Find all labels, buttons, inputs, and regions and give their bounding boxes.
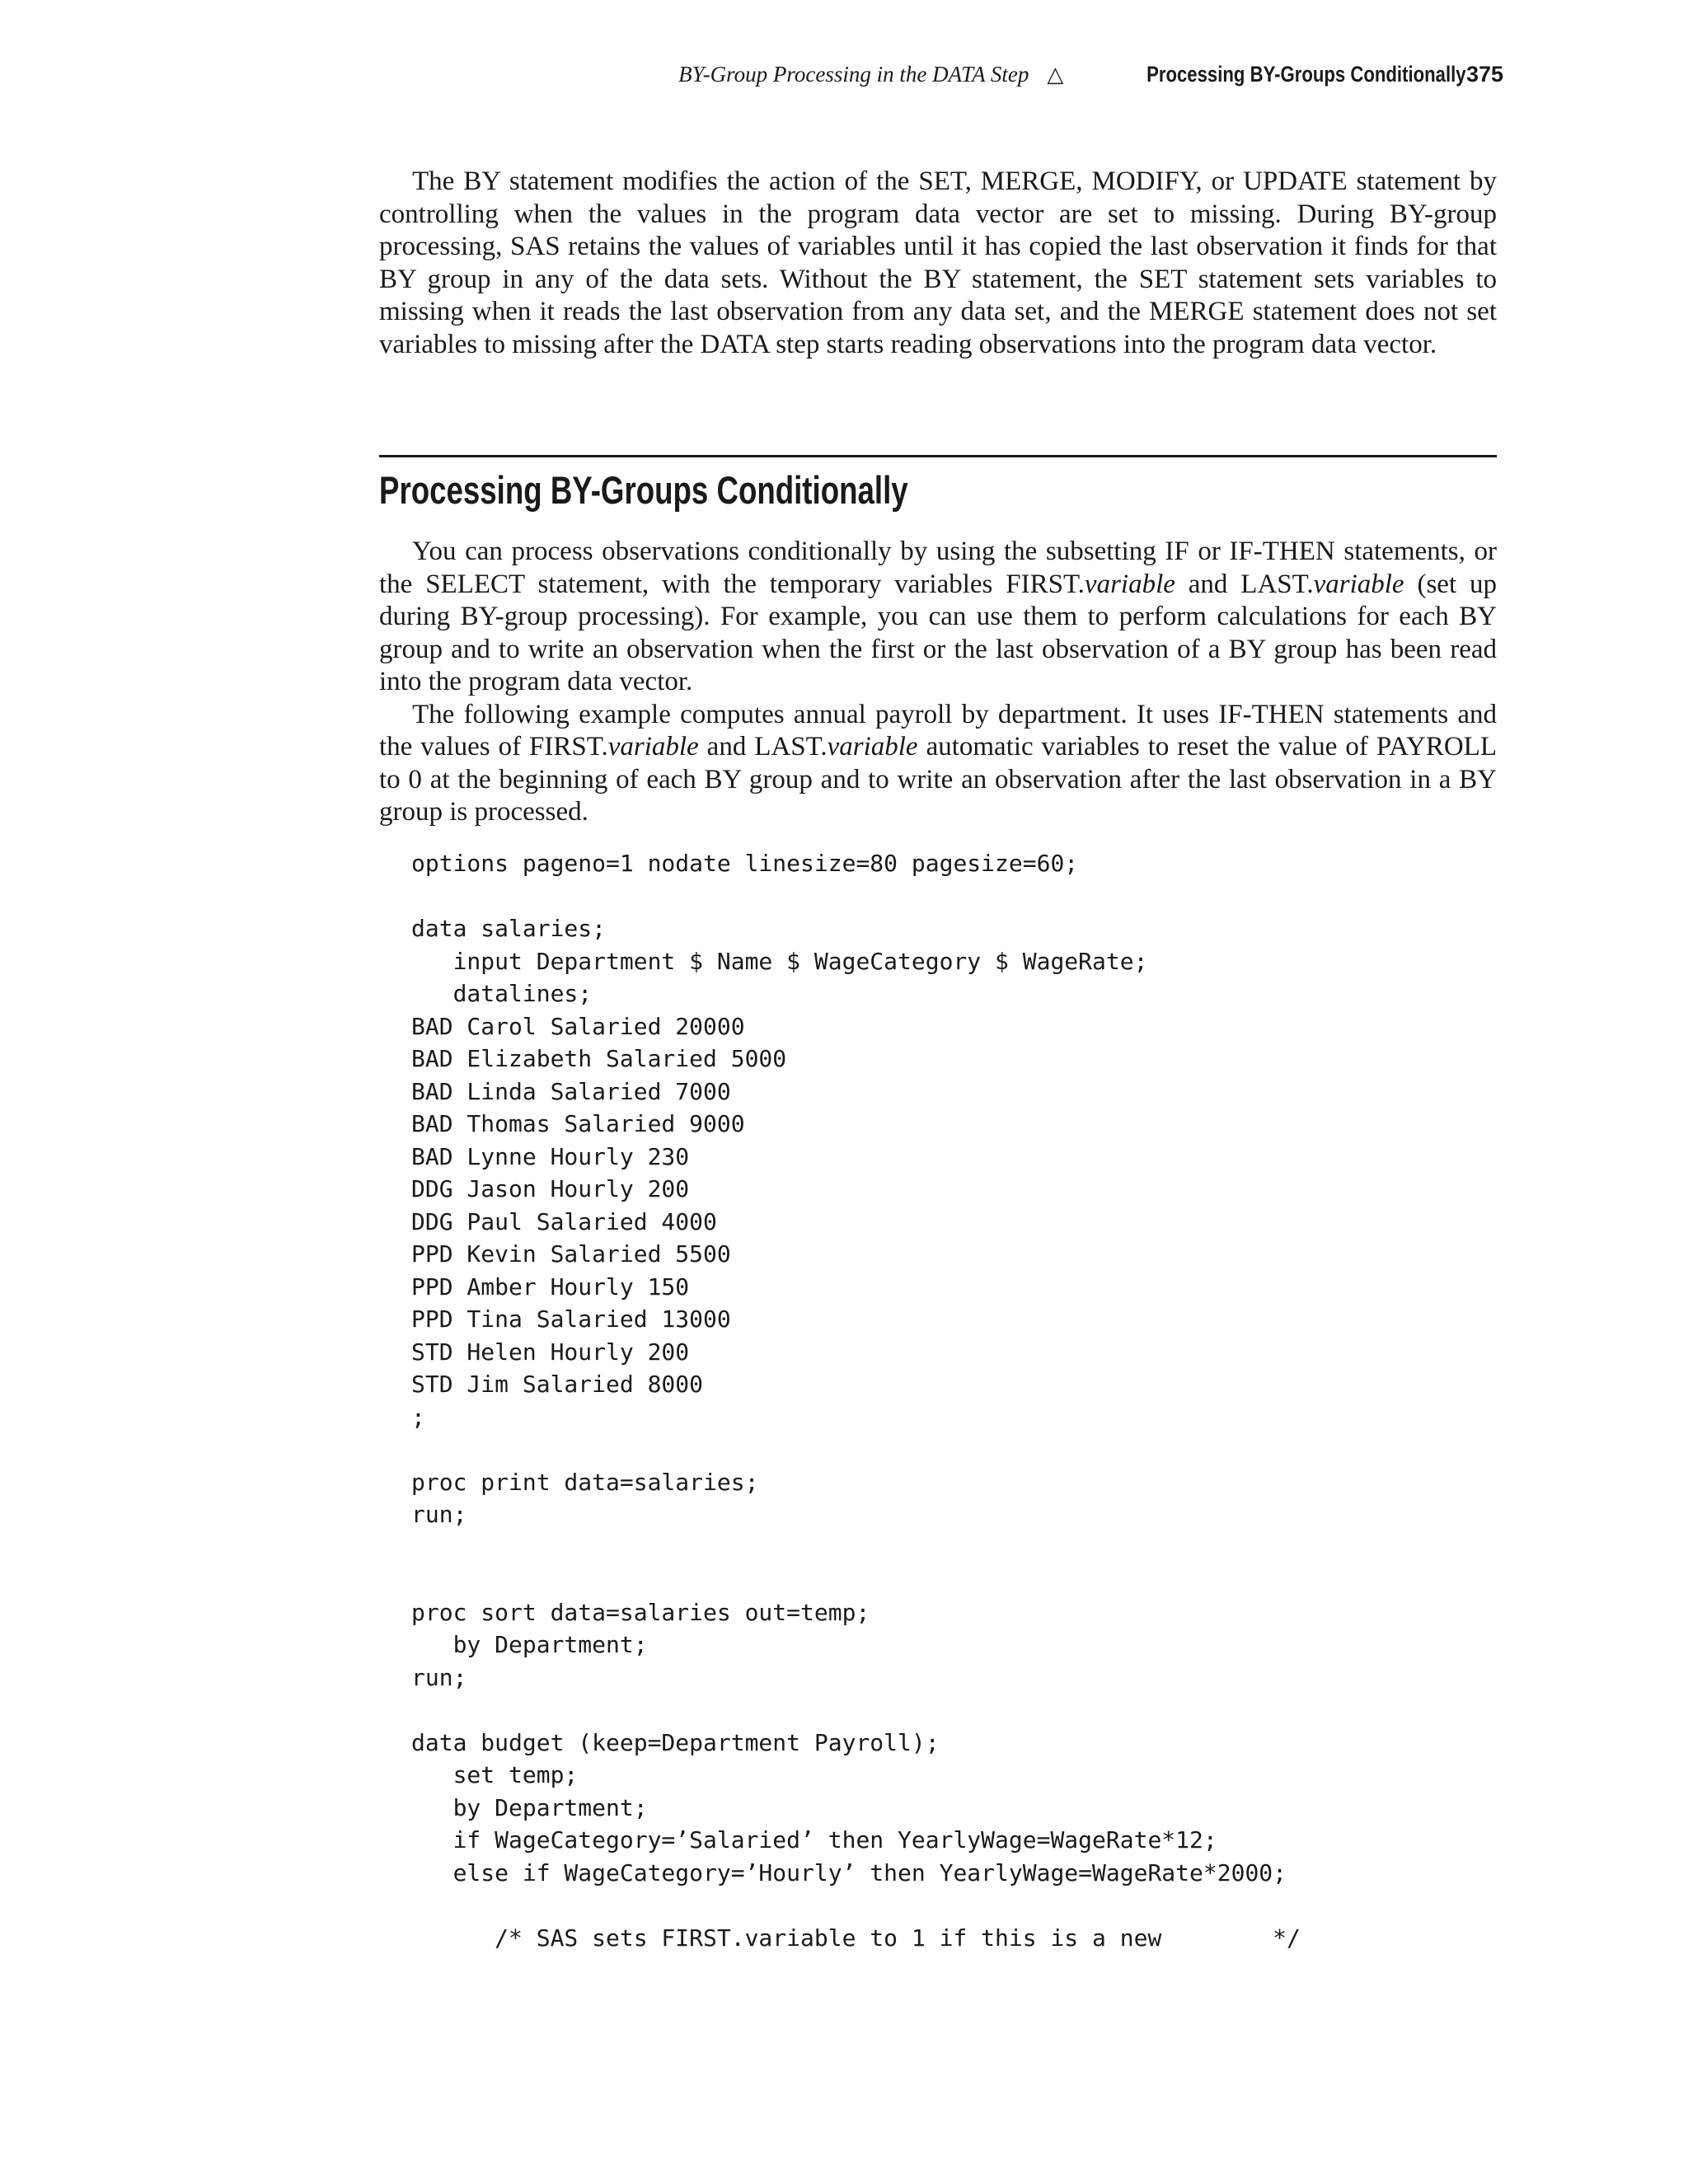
intro-paragraph: The BY statement modifies the action of the SET, MERGE, MODIFY, or UPDATE statement by controlling when the values in the program data vector are set to missing. During BY-group processing, SAS retains the values of variables until it has copied the last observation it finds for that BY group in any of the data sets. Without the BY statement, the SET statement sets variables to missing when it reads the last observation from any data set, and the MERGE statement does not set variables to missing after the DATA step starts reading observations into the program data vector. [379, 166, 1497, 359]
triangle-separator-icon: △ [1047, 63, 1064, 87]
section-paragraph-2 [379, 699, 1497, 829]
section-divider [379, 455, 1497, 457]
running-head-chapter-title: BY-Group Processing in the DATA Step [678, 62, 1029, 87]
section-paragraph-1 [379, 536, 1497, 699]
paragraph-text: and LAST. [1175, 569, 1314, 599]
paragraph-text: and LAST. [698, 732, 828, 762]
running-head-section-title: Processing BY-Groups Conditionally [1146, 62, 1466, 87]
paragraph-text: (set up during BY-group processing). For example, you can use them to perform calculations for each BY group and to write an observation when the first or the last observation of a BY group has been read into the program data vector. [379, 569, 1497, 696]
code-listing: options pageno=1 nodate linesize=80 pagesize=60; data salaries; input Department $ Name $ WageCategory $ WageRate; datalines; BAD Carol Salaried 20000 BAD Elizabeth Salaried 5000 BAD Linda Salaried 7000 BAD Thomas Salaried 9000 BAD Lynne Hourly 230 DDG Jason Hourly 200 DDG Paul Salaried 4000 PPD Kevin Salaried 5500 PPD Amber Hourly 150 PPD Tina Salaried 13000 STD Helen Hourly 200 STD Jim Salaried 8000 ; proc print data=salaries; run; proc sort data=salaries out=temp; by Department; run; data budget (keep=Department Payroll); set temp; by Department; if WageCategory=’Salaried’ then YearlyWage=WageRate*12; else if WageCategory=’Hourly’ then YearlyWage=WageRate*2000; /* SAS sets FIRST.variable to 1 if this is a new */ [411, 850, 1301, 1952]
italic-term: variable [607, 732, 699, 762]
paragraph-text: The following example computes annual payroll by department. It uses IF-THEN statements and the values of FIRST. [379, 699, 1497, 762]
paragraph-text: automatic variables to reset the value of PAYROLL to 0 at the beginning of each BY group and to write an observation after the last observation in a BY group is processed. [379, 732, 1497, 827]
section-body [379, 536, 1497, 829]
section-heading: Processing BY-Groups Conditionally [379, 468, 908, 512]
italic-term: variable [1084, 569, 1175, 599]
italic-term: variable [1313, 569, 1404, 599]
running-head [0, 58, 1503, 91]
page-number: 375 [1465, 62, 1503, 87]
intro-text [379, 166, 1497, 361]
italic-term: variable [827, 732, 918, 762]
paragraph-text: You can process observations conditionally by using the subsetting IF or IF-THEN statements, or the SELECT statement, with the temporary variables FIRST. [379, 537, 1497, 599]
